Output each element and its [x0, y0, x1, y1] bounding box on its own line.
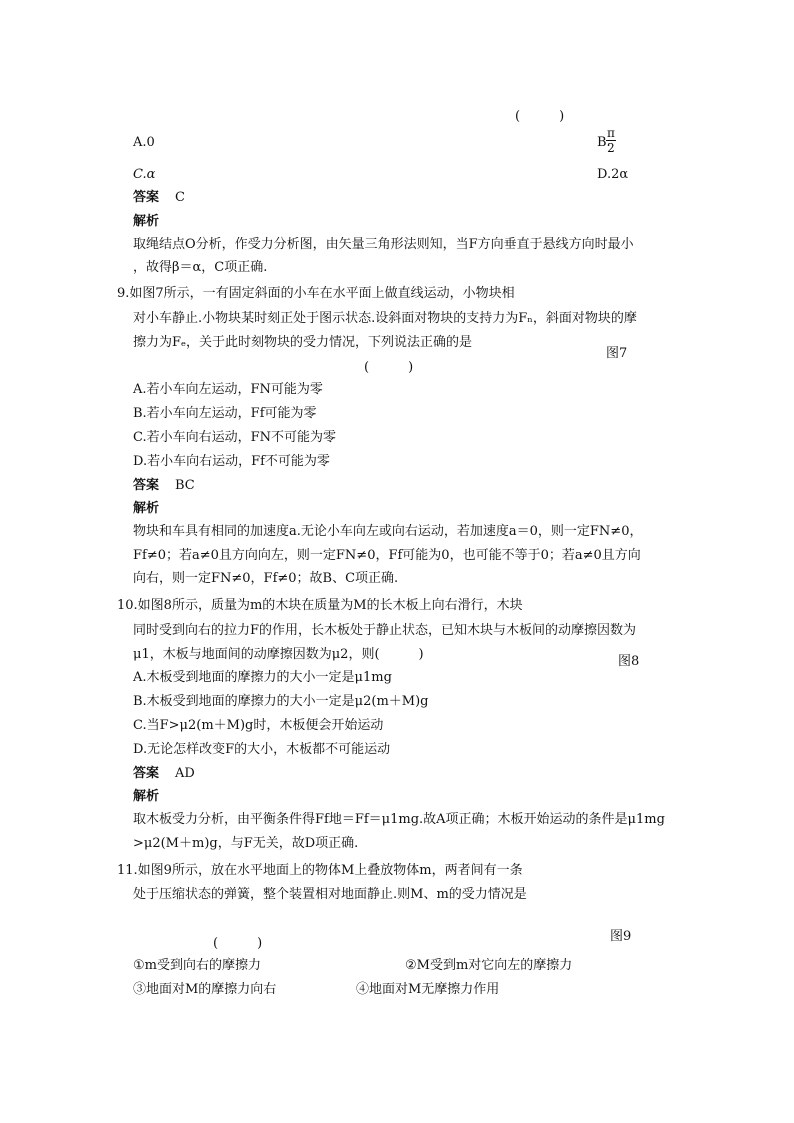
- q9-analysis-line-2: Ff≠0；若a≠0且方向向左，则一定FN≠0，Ff可能为0，也可能不等于0；若a≠0且方向: [133, 548, 641, 563]
- q9-answer-label: 答案: [133, 478, 160, 493]
- q11-figure-label: 图9: [610, 929, 632, 944]
- q11-option-3: ③地面对M的摩擦力向右: [133, 982, 277, 997]
- q8-option-c: C.α: [133, 167, 156, 182]
- q11-option-1: ①m受到向右的摩擦力: [133, 958, 261, 973]
- q11-option-2: ②M受到m对它向左的摩擦力: [405, 958, 573, 973]
- q10-stem-line-3: μ1，木板与地面间的动摩擦因数为μ2，则( ): [133, 647, 424, 662]
- q10-analysis-line-2: >μ2(M＋m)g，与F无关，故D项正确.: [133, 836, 359, 851]
- fraction-numerator: π: [607, 126, 615, 140]
- q8-option-a: A.0: [133, 135, 155, 150]
- q9-analysis-line-3: 向右，则一定FN≠0，Ff≠0；故B、C项正确.: [133, 571, 399, 586]
- fraction-denominator: 2: [607, 141, 615, 155]
- q11-stem-line-2: 处于压缩状态的弹簧，整个装置相对地面静止.则M、m的受力情况是: [133, 887, 527, 902]
- q9-analysis-line-1: 物块和车具有相同的加速度a.无论小车向左或向右运动，若加速度a＝0，则一定FN≠0，: [133, 524, 643, 539]
- q9-option-d: D.若小车向右运动，Ff不可能为零: [133, 454, 330, 469]
- q8-option-d: D.2α: [597, 167, 629, 182]
- q9-option-c: C.若小车向右运动，FN不可能为零: [133, 430, 337, 445]
- q10-answer-label: 答案: [133, 766, 160, 781]
- q8-analysis-line-2: ，故得β＝α，C项正确.: [133, 260, 268, 275]
- q8-option-b-prefix: B.: [597, 135, 611, 150]
- q10-analysis-line-1: 取木板受力分析，由平衡条件得Ff地＝Ff＝μ1mg.故A项正确；木板开始运动的条件是μ1mg: [133, 812, 665, 827]
- q8-answer-paren: ( ): [515, 109, 565, 124]
- q9-stem-line-3: 擦力为Fₑ，关于此时刻物块的受力情况，下列说法正确的是: [133, 335, 473, 350]
- q10-option-b: B.木板受到地面的摩擦力的大小一定是μ2(m＋M)g: [133, 694, 429, 709]
- q9-answer-paren: ( ): [364, 360, 414, 375]
- q8-answer-value: C: [175, 190, 185, 205]
- q10-option-d: D.无论怎样改变F的大小，木板都不可能运动: [133, 742, 391, 757]
- q11-answer-paren: ( ): [213, 936, 263, 951]
- q10-option-a: A.木板受到地面的摩擦力的大小一定是μ1mg: [133, 670, 392, 685]
- q9-figure-label: 图7: [606, 346, 628, 361]
- q9-answer-value: BC: [175, 478, 195, 493]
- q8-analysis-line-1: 取绳结点O分析，作受力分析图，由矢量三角形法则知，当F方向垂直于悬线方向时最小: [133, 237, 634, 252]
- q9-stem-line-1: 9.如图7所示，一有固定斜面的小车在水平面上做直线运动，小物块相: [117, 286, 515, 301]
- q10-stem-line-1: 10.如图8所示，质量为m的木块在质量为M的长木板上向右滑行，木块: [117, 598, 523, 613]
- q10-figure-label: 图8: [618, 654, 640, 669]
- q8-option-b-fraction: [606, 127, 616, 154]
- q8-answer-label: 答案: [133, 190, 160, 205]
- q10-analysis-label: 解析: [133, 789, 160, 804]
- q8-analysis-label: 解析: [133, 214, 160, 229]
- q9-stem-line-2: 对小车静止.小物块某时刻正处于图示状态.设斜面对物块的支持力为Fₙ，斜面对物块的摩: [133, 311, 637, 326]
- q11-stem-line-1: 11.如图9所示，放在水平地面上的物体M上叠放物体m，两者间有一条: [117, 863, 523, 878]
- q9-option-a: A.若小车向左运动，FN可能为零: [133, 382, 323, 397]
- q10-answer-value: AD: [175, 766, 195, 781]
- q11-option-4: ④地面对M无摩擦力作用: [356, 982, 500, 997]
- q10-option-c: C.当F>μ2(m＋M)g时，木板便会开始运动: [133, 718, 384, 733]
- q10-stem-line-2: 同时受到向右的拉力F的作用，长木板处于静止状态，已知木块与木板间的动摩擦因数为: [133, 623, 637, 638]
- q9-analysis-label: 解析: [133, 501, 160, 516]
- q9-option-b: B.若小车向左运动，Ff可能为零: [133, 406, 317, 421]
